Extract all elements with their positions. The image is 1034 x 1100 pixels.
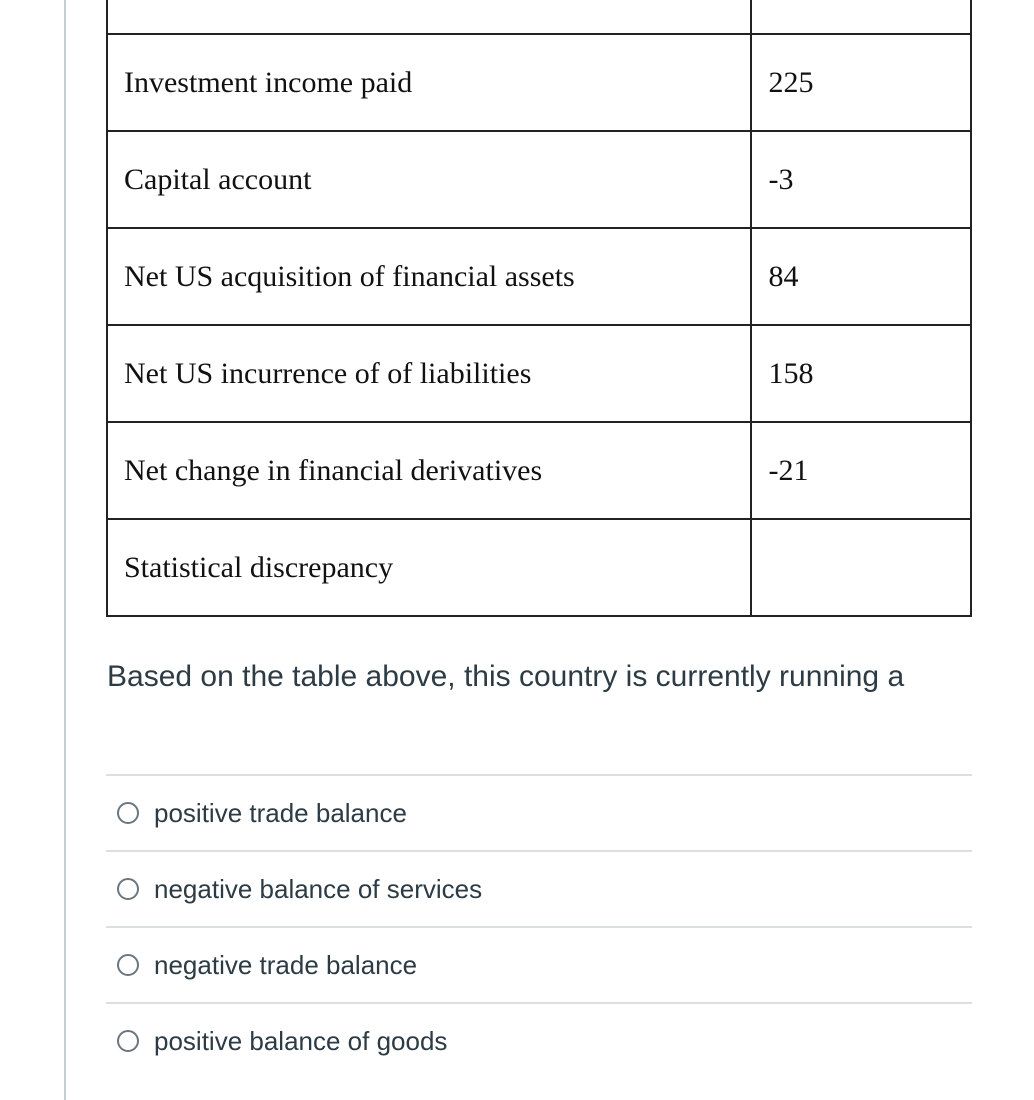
answer-option[interactable] (106, 926, 972, 1002)
answer-option[interactable] (106, 850, 972, 926)
answer-list (106, 774, 972, 1078)
table-row (107, 422, 971, 519)
table-row (107, 0, 971, 34)
answer-option[interactable] (106, 1002, 972, 1078)
answer-label[interactable]: positive trade balance (154, 797, 407, 828)
table-label-cell: Capital account (107, 131, 751, 228)
table-value-cell: -3 (751, 131, 971, 228)
table-value-cell: -21 (751, 422, 971, 519)
table-label-cell (107, 0, 751, 34)
answer-label[interactable]: negative balance of services (154, 873, 483, 904)
table-row (107, 325, 971, 422)
balance-of-payments-table (106, 0, 972, 617)
answer-option[interactable] (106, 774, 972, 850)
radio-button[interactable] (117, 878, 139, 900)
table-value-cell: 158 (751, 325, 971, 422)
table-row (107, 519, 971, 616)
table-row (107, 228, 971, 325)
table-value-cell: 225 (751, 34, 971, 131)
answer-label[interactable]: positive balance of goods (154, 1025, 448, 1056)
question-text: Based on the table above, this country is currently running a (107, 660, 905, 693)
table-label-cell: Statistical discrepancy (107, 519, 751, 616)
table-label-cell: Investment income paid (107, 34, 751, 131)
radio-button[interactable] (117, 802, 139, 824)
table-label-cell: Net US incurrence of of liabilities (107, 325, 751, 422)
table-row (107, 34, 971, 131)
table-value-cell (751, 0, 971, 34)
table-row (107, 131, 971, 228)
table-label-cell: Net change in financial derivatives (107, 422, 751, 519)
answer-label[interactable]: negative trade balance (154, 949, 418, 980)
table-label-cell: Net US acquisition of financial assets (107, 228, 751, 325)
left-divider (64, 0, 66, 1100)
left-gutter (0, 0, 64, 1100)
table-value-cell: 84 (751, 228, 971, 325)
radio-button[interactable] (117, 954, 139, 976)
table-value-cell (751, 519, 971, 616)
radio-button[interactable] (117, 1030, 139, 1052)
